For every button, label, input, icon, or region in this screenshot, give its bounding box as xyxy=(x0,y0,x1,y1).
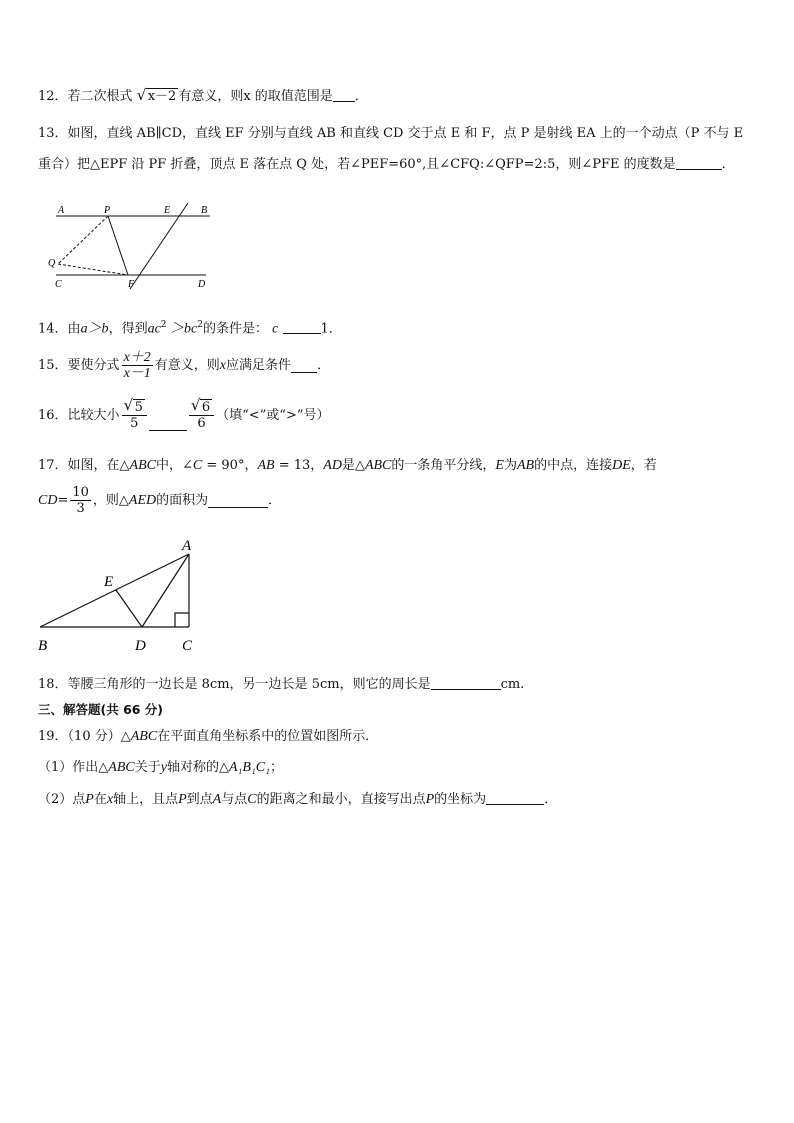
question-12 xyxy=(38,87,368,107)
q19-answer-blank xyxy=(486,790,544,805)
q17-de: DE xyxy=(612,458,631,473)
q15-text-a: 要使分式 xyxy=(67,357,120,373)
question-14 xyxy=(38,315,342,339)
question-19-part1 xyxy=(38,758,283,778)
q15-numerator: x＋2 xyxy=(123,350,151,365)
q17-text-a: 如图，在△ xyxy=(67,458,130,473)
q17-text-b: 中，∠ xyxy=(156,458,193,473)
q17-ad: AD xyxy=(323,458,342,473)
q16-rad2: 6 xyxy=(201,400,211,415)
q16-rad1: 5 xyxy=(134,400,143,415)
q17-text-k: ，则△ xyxy=(92,492,129,508)
q19-p2-c-pt: C xyxy=(247,792,257,807)
q17-angle-c: C xyxy=(192,458,203,473)
label-e: E xyxy=(164,205,171,216)
q17-tri2: ABC xyxy=(364,458,392,473)
question-16 xyxy=(38,396,330,431)
q19-text-b: 在平面直角坐标系中的位置如图所示． xyxy=(157,729,379,744)
q17-cd-num: 10 xyxy=(72,485,89,500)
q17-answer-blank xyxy=(208,493,268,508)
q14-ineq-b: ＞bc xyxy=(166,321,198,337)
label-b: B xyxy=(38,638,48,654)
q17-text-m: ． xyxy=(268,492,282,508)
radical-sign-icon: √ xyxy=(123,396,134,414)
q16-fraction-2 xyxy=(189,396,214,431)
q14-text-d: 1． xyxy=(320,321,342,337)
q15-number: 15． xyxy=(38,357,68,373)
q13-line2-a: 重合）把△EPF 沿 PF 折叠，顶点 E 落在点 Q 处，若∠PEF=60°,且∠CFQ:∠QFP=2:5，则∠PFE 的度数是 xyxy=(38,157,676,172)
q14-exp2: 2 xyxy=(197,320,203,330)
q12-text-b: 有意义，则x 的取值范围是 xyxy=(178,89,333,104)
segment-pq xyxy=(58,216,108,264)
q13-line1: 如图，直线 AB∥CD，直线 EF 分别与直线 AB 和直线 CD 交于点 E 和 F，点 P 是射线 EA 上的一个动点（P 不与 E xyxy=(67,126,744,141)
q13-figure xyxy=(40,198,220,294)
label-a: A xyxy=(58,205,65,216)
q15-text-c: 应满足条件 xyxy=(226,357,292,373)
q19-p1-d: ； xyxy=(270,760,284,775)
q17-text-j: = xyxy=(57,492,69,508)
label-b: B xyxy=(201,205,208,216)
right-angle-icon xyxy=(175,613,189,627)
q16-den2: 6 xyxy=(197,416,206,431)
q15-text-d: ． xyxy=(317,357,331,373)
question-17-line2 xyxy=(38,485,281,516)
q19-p1-tri: ABC xyxy=(108,760,135,775)
section-3-title: 三、解答题(共 66 分) xyxy=(38,702,164,717)
q17-e-pt: E xyxy=(495,458,504,473)
q12-radicand: x－2 xyxy=(147,89,177,104)
q19-p2-h: ． xyxy=(544,792,558,807)
q17-number: 17． xyxy=(38,458,68,473)
q16-text-a: 比较大小 xyxy=(67,407,120,423)
q14-text-a: 由 xyxy=(67,321,81,337)
q16-text-b: （填“<”或“>”号） xyxy=(216,407,330,423)
radical-sign-icon: √ xyxy=(136,86,147,104)
q16-den1: 5 xyxy=(130,416,139,431)
label-a: A xyxy=(182,538,192,554)
q14-cond: a＞b xyxy=(80,321,109,337)
q12-text-a: 若二次根式 xyxy=(67,89,133,104)
q16-num2-wrap xyxy=(189,396,214,416)
label-c: C xyxy=(55,279,62,290)
q19-text-a: （10 分）△ xyxy=(67,729,131,744)
q15-answer-blank xyxy=(291,358,317,373)
q16-radical-1 xyxy=(123,396,145,415)
label-q: Q xyxy=(48,258,56,269)
q17-text-h: 的中点，连接 xyxy=(534,458,613,473)
q19-p2-x: x xyxy=(106,792,114,807)
question-13-line2 xyxy=(38,155,735,175)
q18-answer-blank xyxy=(431,675,501,690)
q19-p2-p2: P xyxy=(178,792,187,807)
q15-text-b: 有意义，则 xyxy=(154,357,220,373)
q17-aed: AED xyxy=(128,492,157,508)
q19-p2-g: 的坐标为 xyxy=(434,792,487,807)
q16-answer-blank xyxy=(149,416,187,431)
segment-ab xyxy=(40,554,189,627)
q13-line2-b: ． xyxy=(721,157,735,172)
q14-number: 14． xyxy=(38,321,68,337)
question-19 xyxy=(38,727,378,747)
q19-p2-p3: P xyxy=(425,792,435,807)
label-e: E xyxy=(104,574,114,590)
q14-text-b: ，得到 xyxy=(108,321,148,337)
q17-ab2: AB xyxy=(516,458,535,473)
q19-p1-b: 关于 xyxy=(134,760,161,775)
q14-exp1: 2 xyxy=(160,320,167,330)
q14-ineq-a: ac xyxy=(147,321,161,337)
q14-text-c: 的条件是： xyxy=(202,321,268,337)
q14-var-c: c xyxy=(272,321,279,337)
segment-qf xyxy=(58,264,128,275)
q19-p1-y: y xyxy=(160,760,167,775)
q15-denominator: x－1 xyxy=(123,366,151,381)
q16-num1-wrap xyxy=(122,396,147,416)
question-15 xyxy=(38,350,330,381)
question-13-line1 xyxy=(38,124,743,144)
q17-text-d: = 13， xyxy=(274,458,324,473)
q17-figure xyxy=(34,532,204,658)
q18-text-a: 等腰三角形的一边长是 8cm，另一边长是 5cm，则它的周长是 xyxy=(67,677,431,692)
q13-number: 13． xyxy=(38,126,68,141)
label-p: P xyxy=(104,205,111,216)
segment-de xyxy=(116,590,142,627)
q17-ab: AB xyxy=(257,458,275,473)
question-17-line1 xyxy=(38,456,657,476)
q19-p2-e: 与点 xyxy=(221,792,248,807)
label-d: D xyxy=(135,638,146,654)
q14-answer-blank xyxy=(283,319,321,334)
q12-radical xyxy=(137,87,179,107)
q19-p2-f: 的距离之和最小，直接写出点 xyxy=(256,792,426,807)
q18-number: 18． xyxy=(38,677,68,692)
q19-p2-p: P xyxy=(85,792,94,807)
q17-cd-fraction xyxy=(70,485,91,516)
q17-text-f: 的一条角平分线， xyxy=(391,458,496,473)
q17-text-l: 的面积为 xyxy=(156,492,209,508)
q17-tri: ABC xyxy=(129,458,156,473)
q17-cd-den: 3 xyxy=(76,501,85,516)
q19-p2-c: 轴上，且点 xyxy=(113,792,179,807)
q19-p1-tri2: A₁B₁C₁ xyxy=(228,760,271,775)
q15-fraction xyxy=(122,350,153,381)
q19-p1-c: 轴对称的△ xyxy=(166,760,229,775)
q17-cd: CD xyxy=(38,492,58,508)
q16-number: 16． xyxy=(38,407,68,423)
q13-answer-blank xyxy=(676,155,722,170)
q16-fraction-1 xyxy=(122,396,147,431)
question-18 xyxy=(38,675,524,695)
q19-number: 19． xyxy=(38,729,68,744)
q17-text-c: = 90°， xyxy=(202,458,258,473)
q12-number: 12． xyxy=(38,89,68,104)
q17-text-e: 是△ xyxy=(341,458,365,473)
q19-p2-d: 到点 xyxy=(186,792,213,807)
q12-answer-blank xyxy=(333,87,355,102)
radical-sign-icon: √ xyxy=(190,396,201,414)
q17-text-g: 为 xyxy=(503,458,517,473)
q16-radical-2 xyxy=(190,396,212,415)
q17-text-i: ，若 xyxy=(630,458,657,473)
q19-p2-b: 在 xyxy=(93,792,107,807)
q19-tri: ABC xyxy=(130,729,158,744)
label-d: D xyxy=(198,279,206,290)
question-19-part2 xyxy=(38,790,557,810)
label-c: C xyxy=(182,638,193,654)
q19-p1-a: （1）作出△ xyxy=(38,760,109,775)
q15-var: x xyxy=(219,357,227,373)
q19-p2-a-pt: A xyxy=(212,792,222,807)
q12-text-c: ． xyxy=(354,89,368,104)
q19-p2-a: （2）点 xyxy=(38,792,86,807)
segment-pf xyxy=(108,216,128,275)
label-f: F xyxy=(128,279,135,290)
q18-text-b: cm. xyxy=(500,677,525,692)
